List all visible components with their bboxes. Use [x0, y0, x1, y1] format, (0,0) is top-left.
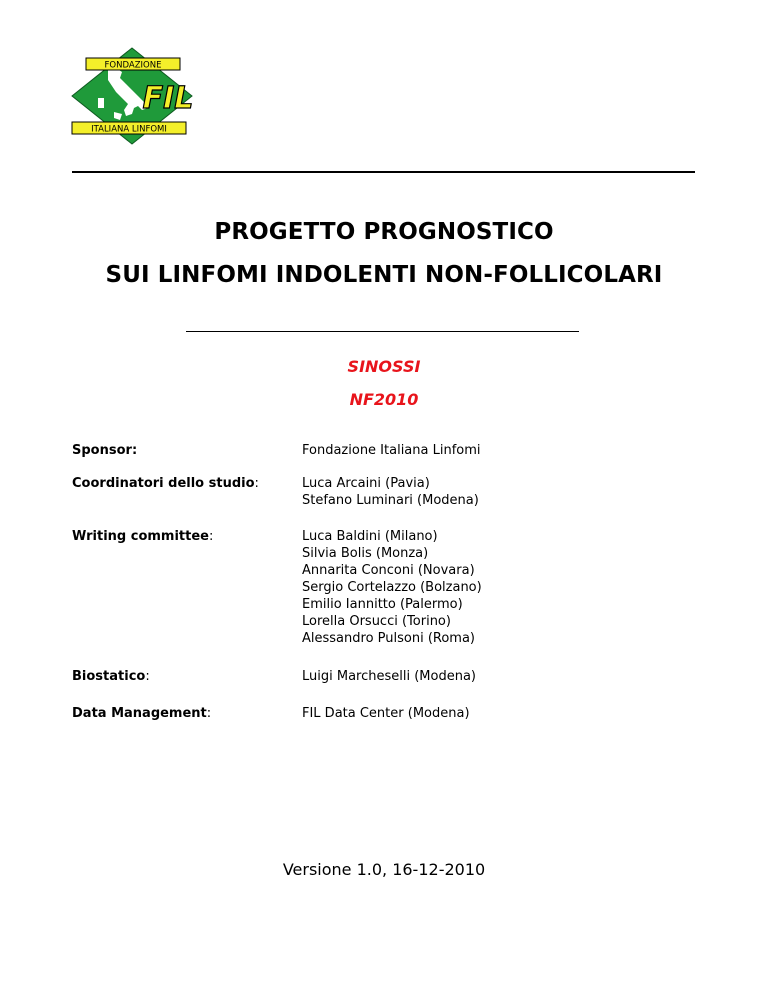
info-values: [302, 705, 470, 722]
info-value: Silvia Bolis (Monza): [302, 546, 429, 561]
info-label-text: Biostatico: [72, 669, 146, 684]
info-value: Alessandro Pulsoni (Roma): [302, 631, 475, 646]
info-label-colon: :: [206, 706, 212, 721]
info-label-text: Coordinatori dello studio: [72, 476, 255, 491]
info-value: Emilio Iannitto (Palermo): [302, 597, 463, 612]
info-label-colon: :: [254, 476, 259, 491]
info-value: Stefano Luminari (Modena): [302, 493, 479, 508]
info-label-colon: :: [145, 669, 150, 684]
version-line: Versione 1.0, 16-12-2010: [282, 860, 486, 879]
document-title-line2: SUI LINFOMI INDOLENTI NON-FOLLICOLARI: [105, 262, 663, 288]
info-value: Sergio Cortelazzo (Bolzano): [302, 580, 482, 595]
info-label-text: Data Management: [72, 706, 207, 721]
info-label: [72, 528, 213, 545]
header-divider: [72, 171, 695, 173]
logo-top-text: FONDAZIONE: [104, 60, 162, 71]
info-values: [302, 668, 476, 685]
info-value: Luigi Marcheselli (Modena): [302, 669, 476, 684]
info-value: Fondazione Italiana Linfomi: [302, 443, 481, 458]
info-values: [302, 442, 481, 459]
document-title-line1: PROGETTO PROGNOSTICO: [214, 219, 554, 245]
info-label-colon: :: [131, 443, 138, 458]
info-label: [72, 705, 211, 722]
info-value: Luca Baldini (Milano): [302, 529, 438, 544]
info-label-text: Writing committee: [72, 529, 209, 544]
info-value: Luca Arcaini (Pavia): [302, 476, 430, 491]
fil-logo: [68, 44, 208, 148]
logo-bottom-text: ITALIANA LINFOMI: [91, 124, 167, 135]
logo-mark-text: FIL: [142, 81, 194, 116]
study-code: NF2010: [349, 390, 419, 409]
info-label-colon: :: [208, 529, 214, 544]
info-label: [72, 442, 137, 459]
document-type: SINOSSI: [347, 357, 421, 376]
info-label-text: Sponsor: [72, 443, 132, 458]
info-value: Lorella Orsucci (Torino): [302, 614, 451, 629]
info-value: Annarita Conconi (Novara): [302, 563, 475, 578]
info-label: [72, 668, 150, 685]
info-values: [302, 475, 479, 509]
info-values: [302, 528, 482, 647]
info-value: FIL Data Center (Modena): [302, 706, 470, 721]
title-divider: [186, 331, 579, 332]
info-label: [72, 475, 259, 492]
